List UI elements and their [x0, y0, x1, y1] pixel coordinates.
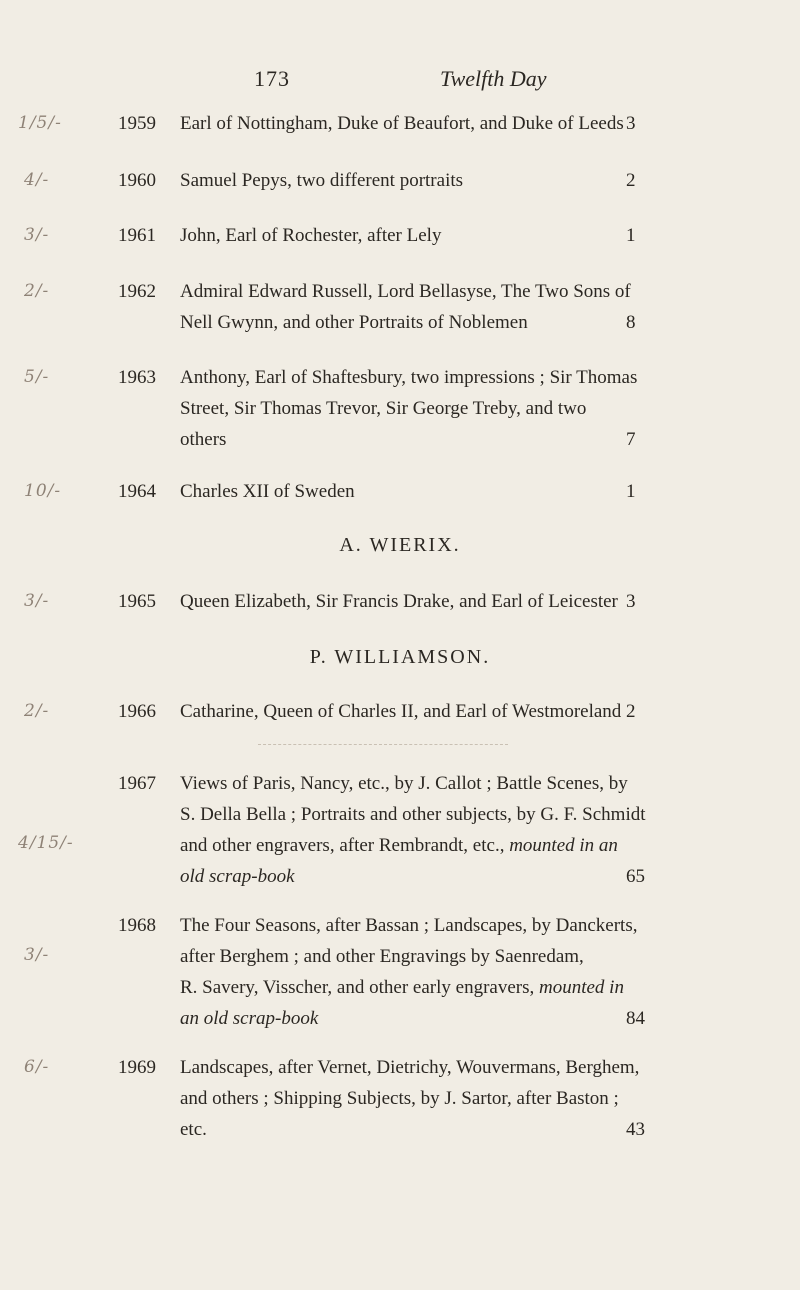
section-heading: A. WIERIX. — [339, 534, 461, 556]
lot-description-line: Earl of Nottingham, Duke of Beaufort, and Duke of Leeds — [180, 113, 624, 134]
lot-number: 1962 — [118, 281, 156, 302]
lot-description — [180, 220, 590, 251]
lot-quantity: 7 — [626, 429, 636, 450]
lot-description-line: and others ; Shipping Subjects, by J. Sartor, after Baston ; — [180, 1088, 619, 1109]
lot-quantity: 3 — [626, 113, 636, 134]
lot-description — [180, 1052, 640, 1145]
handwritten-price: 3/- — [24, 945, 50, 965]
page-header — [0, 66, 800, 96]
lot-quantity: 2 — [626, 701, 636, 722]
lot-number: 1963 — [118, 367, 156, 388]
lot-quantity: 65 — [626, 866, 645, 887]
lot-quantity: 1 — [626, 225, 636, 246]
page-number: 173 — [254, 66, 290, 91]
lot-quantity: 84 — [626, 1008, 645, 1029]
lot-description — [180, 276, 631, 338]
lot-number: 1969 — [118, 1057, 156, 1078]
handwritten-price: 3/- — [24, 591, 50, 611]
lot-description-line: Samuel Pepys, two different portraits — [180, 170, 464, 191]
lot-number: 1960 — [118, 170, 156, 191]
handwritten-price: 2/- — [24, 701, 50, 721]
lot-quantity: 1 — [626, 481, 636, 502]
lot-description-line: John, Earl of Rochester, after Lely — [180, 225, 442, 246]
lot-description-line: Street, Sir Thomas Trevor, Sir George Treby, and two — [180, 398, 587, 419]
lot-number: 1965 — [118, 591, 156, 612]
lot-description-line — [180, 972, 640, 1003]
lot-quantity: 2 — [626, 170, 636, 191]
lot-description-line: others — [180, 429, 227, 450]
lot-description-line: after Berghem ; and other Engravings by Saenredam, — [180, 946, 584, 967]
lot-number: 1959 — [118, 113, 156, 134]
handwritten-price: 4/- — [24, 170, 50, 190]
lot-description-line: Queen Elizabeth, Sir Francis Drake, and Earl of Leicester — [180, 591, 618, 612]
lot-quantity: 43 — [626, 1119, 645, 1140]
lot-description — [180, 362, 638, 455]
section-heading: P. WILLIAMSON. — [309, 646, 491, 668]
handwritten-price: 10/- — [24, 481, 62, 501]
lot-number: 1961 — [118, 225, 156, 246]
lot-quantity: 8 — [626, 312, 636, 333]
lot-description-line: S. Della Bella ; Portraits and other subjects, by G. F. Schmidt — [180, 804, 646, 825]
lot-description-line: an old scrap-book — [180, 1008, 319, 1029]
handwritten-price: 2/- — [24, 281, 50, 301]
lot-description — [180, 586, 620, 617]
lot-description — [180, 108, 624, 139]
lot-number: 1968 — [118, 915, 156, 936]
section-divider — [258, 744, 508, 745]
lot-description-line: The Four Seasons, after Bassan ; Landscapes, by Danckerts, — [180, 915, 638, 936]
lot-description-line: Landscapes, after Vernet, Dietrichy, Wouvermans, Berghem, — [180, 1057, 640, 1078]
lot-description-line: Nell Gwynn, and other Portraits of Noblemen — [180, 312, 528, 333]
lot-description-line: Catharine, Queen of Charles II, and Earl of Westmoreland — [180, 701, 622, 722]
handwritten-price: 1/5/- — [18, 113, 62, 133]
lot-description — [180, 696, 620, 727]
lot-description-italic: mounted in — [538, 977, 624, 998]
lot-description-line: Admiral Edward Russell, Lord Bellasyse, The Two Sons of — [180, 281, 631, 302]
lot-description-line: etc. — [180, 1119, 207, 1140]
lot-quantity: 3 — [626, 591, 636, 612]
handwritten-price: 5/- — [24, 367, 50, 387]
lot-number: 1964 — [118, 481, 156, 502]
lot-description-italic: mounted in an — [509, 835, 618, 856]
lot-description — [180, 768, 646, 892]
day-heading: Twelfth Day — [440, 66, 547, 91]
lot-description-line: Views of Paris, Nancy, etc., by J. Callot ; Battle Scenes, by — [180, 773, 628, 794]
lot-description-line: old scrap-book — [180, 866, 295, 887]
lot-description-line: Charles XII of Sweden — [180, 481, 355, 502]
handwritten-price: 3/- — [24, 225, 50, 245]
lot-description — [180, 165, 590, 196]
handwritten-price: 4/15/- — [18, 833, 74, 853]
lot-description — [180, 910, 640, 1034]
lot-number: 1967 — [118, 773, 156, 794]
lot-number: 1966 — [118, 701, 156, 722]
lot-description-text: and other engravers, after Rembrandt, etc., — [180, 835, 505, 856]
lot-description-line: Anthony, Earl of Shaftesbury, two impressions ; Sir Thomas — [180, 367, 638, 388]
lot-description — [180, 476, 590, 507]
handwritten-price: 6/- — [24, 1057, 50, 1077]
lot-description-line — [180, 830, 640, 861]
lot-description-text: R. Savery, Visscher, and other early engravers, — [180, 977, 535, 998]
